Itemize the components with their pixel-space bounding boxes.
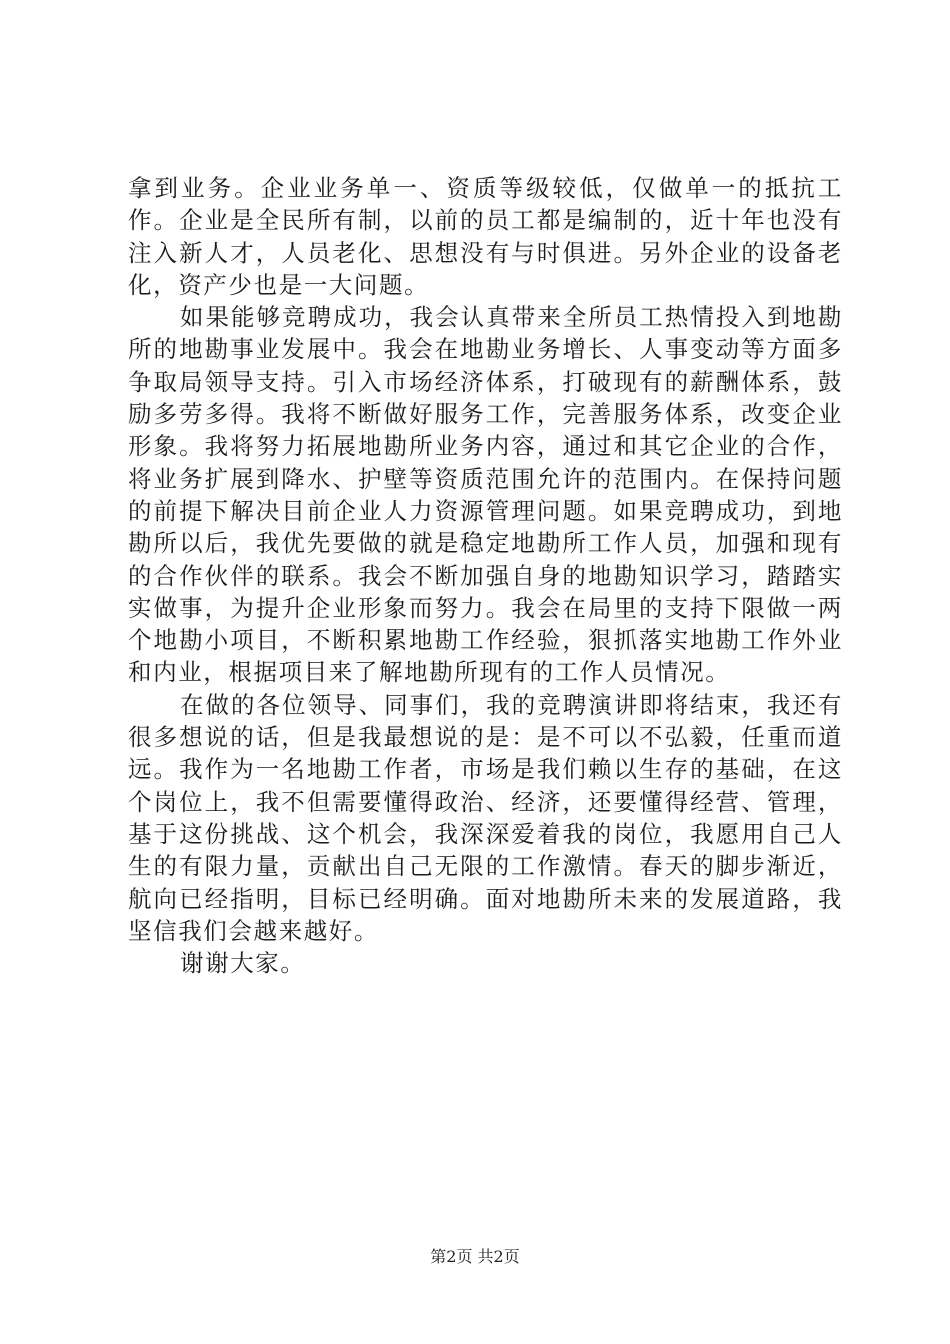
document-body bbox=[128, 172, 843, 979]
paragraph-4: 谢谢大家。 bbox=[180, 949, 306, 978]
paragraph-2: 如果能够竞聘成功，我会认真带来全所员工热情投入到地勘所的地勘事业发展中。我会在地勘业务增长、人事变动等方面多争取局领导支持。引入市场经济体系，打破现有的薪酬体系，鼓励多劳多得。我将不断做好服务工作，完善服务体系，改变企业形象。我将努力拓展地勘所业务内容，通过和其它企业的合作，将业务扩展到降水、护壁等资质范围允许的范围内。在保持问题的前提下解决目前企业人力资源管理问题。如果竞聘成功，到地勘所以后，我优先要做的就是稳定地勘所工作人员，加强和现有的合作伙伴的联系。我会不断加强自身的地勘知识学习，踏踏实实做事，为提升企业形象而努力。我会在局里的支持下限做一两个地勘小项目，不断积累地勘工作经验，狠抓落实地勘工作外业和内业，根据项目来了解地勘所现有的工作人员情况。 bbox=[128, 303, 843, 687]
paragraph-3: 在做的各位领导、同事们，我的竞聘演讲即将结束，我还有很多想说的话，但是我最想说的是：是不可以不弘毅，任重而道远。我作为一名地勘工作者，市场是我们赖以生存的基础，在这个岗位上，我不但需要懂得政治、经济，还要懂得经营、管理，基于这份挑战、这个机会，我深深爱着我的岗位，我愿用自己人生的有限力量，贡献出自己无限的工作激情。春天的脚步渐近，航向已经指明，目标已经明确。面对地勘所未来的发展道路，我坚信我们会越来越好。 bbox=[128, 690, 843, 945]
paragraph-1: 拿到业务。企业业务单一、资质等级较低，仅做单一的抵抗工作。企业是全民所有制，以前的员工都是编制的，近十年也没有注入新人才，人员老化、思想没有与时俱进。另外企业的设备老化，资产少也是一大问题。 bbox=[128, 174, 843, 299]
page-footer: 第2页 共2页 bbox=[430, 1247, 520, 1266]
